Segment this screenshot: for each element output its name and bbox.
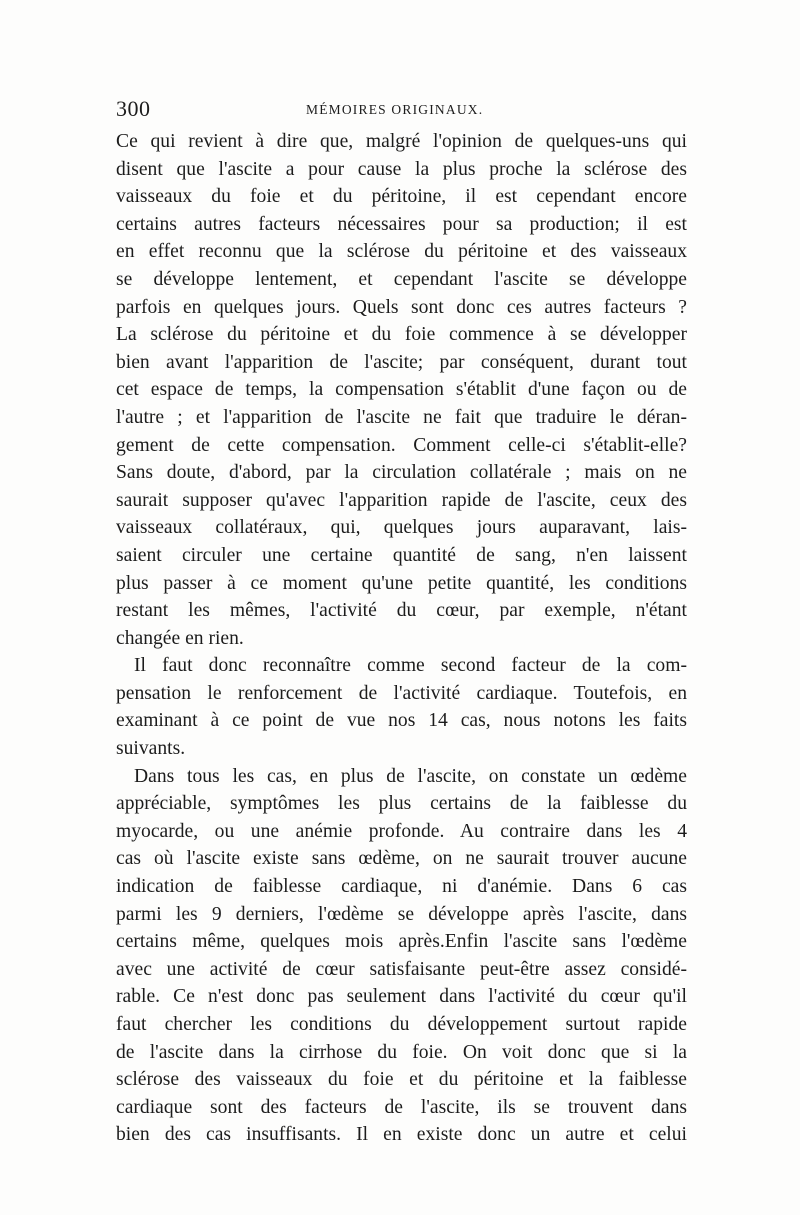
text-line: de l'ascite dans la cirrhose du foie. On voit donc que si la (116, 1041, 687, 1063)
text-line: plus passer à ce moment qu'une petite quantité, les conditions (116, 572, 687, 594)
text-line: vaisseaux collatéraux, qui, quelques jours auparavant, lais- (116, 517, 687, 539)
text-line: sclérose des vaisseaux du foie et du péritoine et la faiblesse (116, 1069, 687, 1091)
text-line: Ce qui revient à dire que, malgré l'opinion de quelques-uns qui (116, 131, 687, 152)
text-line: en effet reconnu que la sclérose du péritoine et des vaisseaux (116, 241, 687, 263)
text-line: cet espace de temps, la compensation s'établit d'une façon ou de (116, 379, 687, 401)
text-line: cas où l'ascite existe sans œdème, on ne saurait trouver aucune (116, 848, 687, 870)
text-line: myocarde, ou une anémie profonde. Au contraire dans les 4 (116, 820, 687, 842)
text-line: gement de cette compensation. Comment celle-ci s'établit-elle? (116, 434, 687, 456)
text-line: rable. Ce n'est donc pas seulement dans l'activité du cœur qu'il (116, 986, 687, 1008)
text-line: Il faut donc reconnaître comme second facteur de la com- (134, 655, 687, 677)
text-line: bien des cas insuffisants. Il en existe donc un autre et celui (116, 1124, 687, 1146)
page-number: 300 (116, 96, 151, 121)
text-line: Sans doute, d'abord, par la circulation collatérale ; mais on ne (116, 462, 687, 484)
text-line: changée en rien. (116, 627, 244, 649)
text-line: l'autre ; et l'apparition de l'ascite ne fait que traduire le déran- (116, 406, 687, 428)
text-line: La sclérose du péritoine et du foie commence à se développer (116, 324, 687, 346)
text-line: bien avant l'apparition de l'ascite; par conséquent, durant tout (116, 351, 687, 373)
text-line: suivants. (116, 738, 186, 760)
text-line: saurait supposer qu'avec l'apparition rapide de l'ascite, ceux des (116, 489, 687, 511)
text-line: vaisseaux du foie et du péritoine, il est cependant encore (116, 186, 687, 208)
text-line: pensation le renforcement de l'activité cardiaque. Toutefois, en (116, 682, 687, 704)
text-line: certains même, quelques mois après.Enfin l'ascite sans l'œdème (116, 931, 687, 953)
text-line: avec une activité de cœur satisfaisante peut-être assez considé- (116, 958, 687, 980)
text-line: Dans tous les cas, en plus de l'ascite, on constate un œdème (134, 765, 687, 787)
text-line: appréciable, symptômes les plus certains de la faiblesse du (116, 793, 687, 815)
text-line: parfois en quelques jours. Quels sont donc ces autres facteurs ? (116, 296, 687, 318)
text-line: se développe lentement, et cependant l'ascite se développe (116, 268, 687, 290)
text-line: disent que l'ascite a pour cause la plus proche la sclérose des (116, 158, 687, 180)
text-line: cardiaque sont des facteurs de l'ascite, ils se trouvent dans (116, 1096, 687, 1118)
text-line: faut chercher les conditions du développement surtout rapide (116, 1014, 687, 1035)
text-line: indication de faiblesse cardiaque, ni d'anémie. Dans 6 cas (116, 876, 687, 898)
text-line: saient circuler une certaine quantité de sang, n'en laissent (116, 544, 687, 566)
running-title: MÉMOIRES ORIGINAUX. (306, 102, 484, 117)
text-line: restant les mêmes, l'activité du cœur, par exemple, n'étant (116, 600, 687, 622)
running-head (116, 96, 696, 124)
text-line: certains autres facteurs nécessaires pour sa production; il est (116, 213, 687, 235)
body-text (116, 128, 687, 1149)
text-line: examinant à ce point de vue nos 14 cas, nous notons les faits (116, 710, 687, 732)
text-line: parmi les 9 derniers, l'œdème se développe après l'ascite, dans (116, 903, 687, 925)
